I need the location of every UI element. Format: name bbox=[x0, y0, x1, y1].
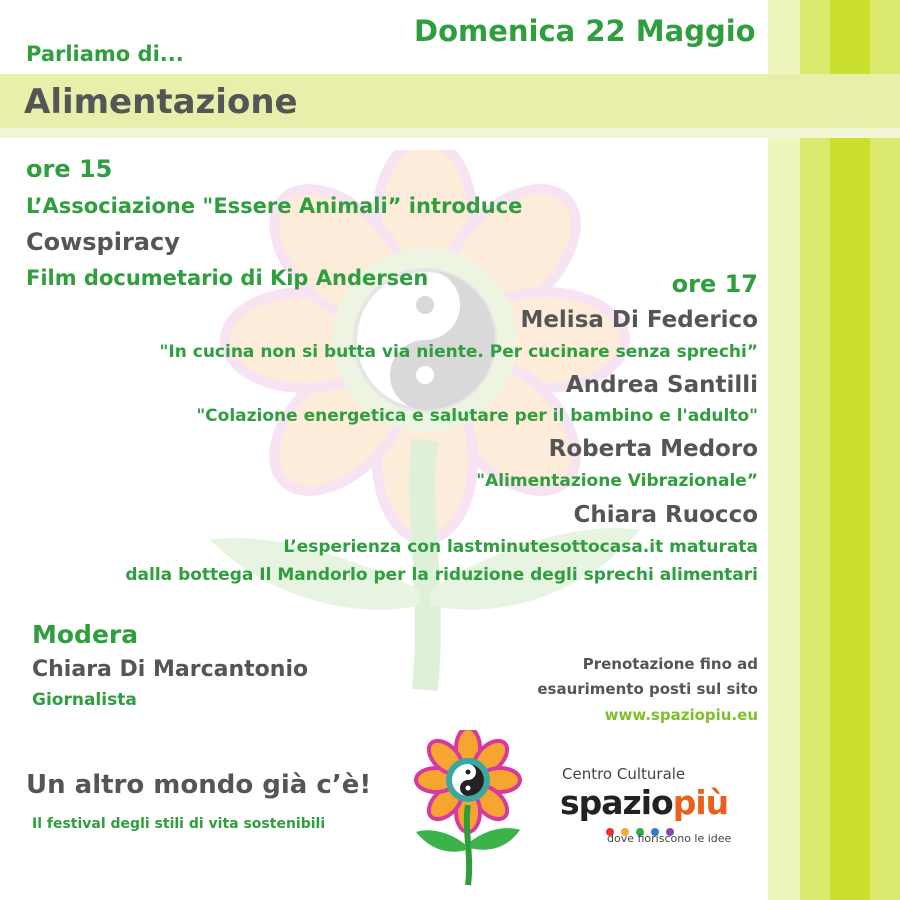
speaker-talk: "In cucina non si butta via niente. Per cucinare senza sprechi” bbox=[159, 342, 758, 362]
booking-line-2: esaurimento posti sul sito bbox=[537, 680, 758, 698]
brand-logo bbox=[560, 783, 728, 822]
session2-time: ore 17 bbox=[671, 270, 758, 298]
speaker-talk: "Alimentazione Vibrazionale” bbox=[476, 471, 758, 491]
session1-film-desc: Film documetario di Kip Andersen bbox=[26, 266, 429, 290]
session1-intro: L’Associazione "Essere Animali” introduce bbox=[26, 194, 523, 218]
speaker-name: Andrea Santilli bbox=[565, 372, 758, 398]
booking-line-1: Prenotazione fino ad bbox=[582, 655, 758, 673]
speaker-talk: L’esperienza con lastminutesottocasa.it maturata bbox=[283, 537, 758, 557]
page-title: Alimentazione bbox=[24, 82, 298, 122]
moderator-label: Modera bbox=[32, 620, 139, 649]
moderator-role: Giornalista bbox=[32, 690, 137, 710]
moderator-name: Chiara Di Marcantonio bbox=[32, 657, 309, 682]
logo-top-text: Centro Culturale bbox=[562, 765, 686, 783]
speaker-name: Melisa Di Federico bbox=[520, 307, 758, 333]
logo-tagline: dove fioriscono le idee bbox=[607, 832, 732, 845]
session1-film: Cowspiracy bbox=[26, 228, 180, 256]
speaker-talk: "Colazione energetica e salutare per il bambino e l'adulto" bbox=[196, 406, 758, 426]
event-date: Domenica 22 Maggio bbox=[414, 14, 756, 48]
speaker-name: Chiara Ruocco bbox=[573, 502, 758, 528]
booking-link[interactable]: www.spaziopiu.eu bbox=[604, 706, 758, 724]
page-subtitle: Parliamo di... bbox=[26, 42, 184, 66]
speaker-name: Roberta Medoro bbox=[548, 436, 758, 462]
brand-logo-part-b: più bbox=[672, 783, 729, 822]
festival-title: Un altro mondo già c’è! bbox=[26, 770, 372, 800]
session1-time: ore 15 bbox=[26, 155, 113, 183]
festival-flower-logo bbox=[408, 730, 528, 890]
speaker-talk-continued: dalla bottega Il Mandorlo per la riduzione degli sprechi alimentari bbox=[125, 565, 758, 585]
background-flower-graphic bbox=[190, 150, 660, 710]
brand-logo-part-a: spazio bbox=[560, 783, 673, 822]
festival-subtitle: Il festival degli stili di vita sostenibili bbox=[32, 816, 326, 832]
title-bar-underline bbox=[0, 128, 900, 138]
